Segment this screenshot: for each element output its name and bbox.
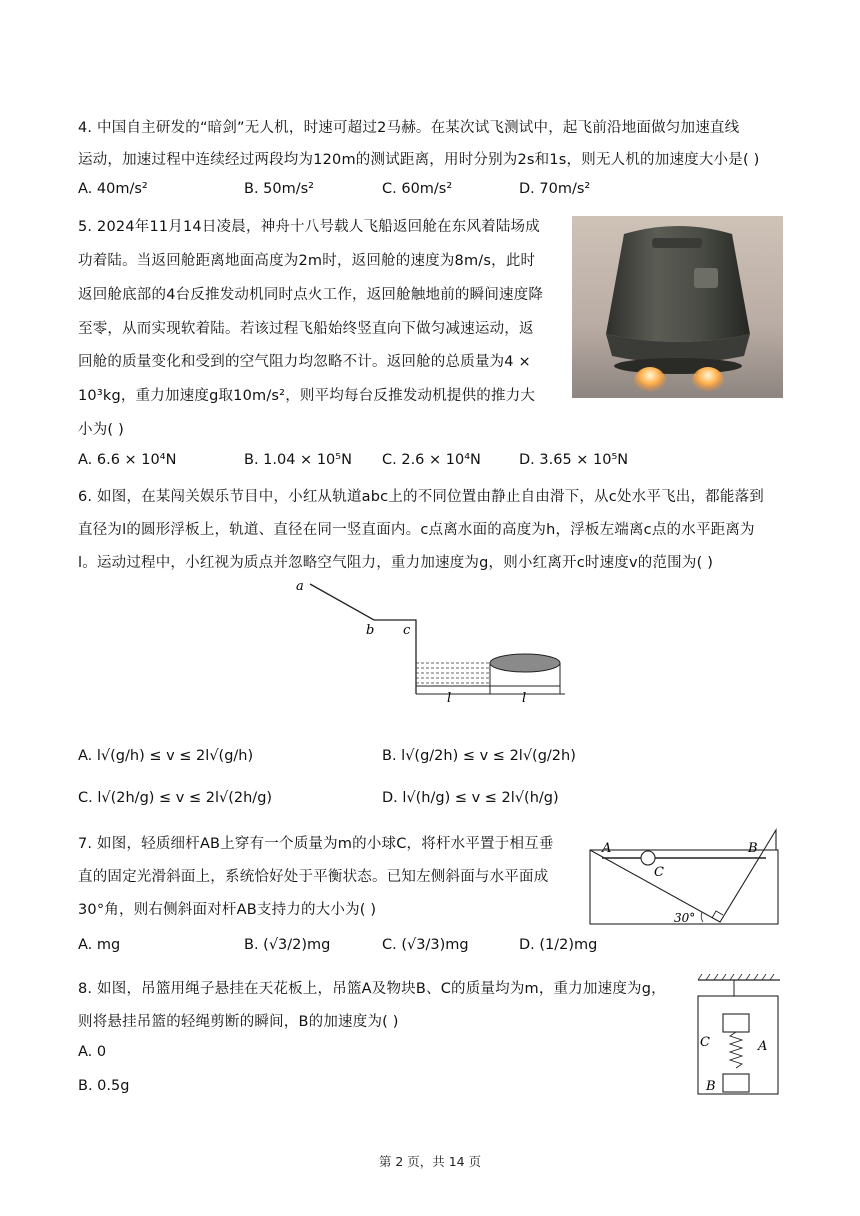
- q4-line-2: 运动，加速过程中连续经过两段均为120m的测试距离，用时分别为2s和1s，则无人机的加速度大小是( ): [78, 152, 760, 168]
- label-30deg: 30°: [674, 911, 696, 925]
- q8-line-1: 8. 如图，吊篮用绳子悬挂在天花板上，吊篮A及物块B、C的质量均为m，重力加速度为g，: [78, 981, 666, 997]
- hanging-basket-diagram: [694, 974, 784, 1098]
- q5-line-3: 返回舱底部的4台反推发动机同时点火工作，返回舱触地前的瞬间速度降: [78, 287, 544, 303]
- q7-line-1: 7. 如图，轻质细杆AB上穿有一个质量为m的小球C，将杆水平置于相互垂: [78, 836, 554, 852]
- page-footer: 第 2 页，共 14 页: [378, 1154, 482, 1169]
- q5-option-b: B. 1.04 × 10⁵N: [244, 452, 352, 468]
- q5-line-7: 小为( ): [78, 422, 124, 438]
- return-capsule-photo: [572, 216, 783, 398]
- q5-line-2: 功着陆。当返回舱距离地面高度为2m时，返回舱的速度为8m/s，此时: [78, 253, 536, 269]
- label-l-left: l: [447, 691, 452, 706]
- label-a: a: [296, 579, 304, 594]
- q5-line-1: 5. 2024年11月14日凌晨，神舟十八号载人飞船返回舱在东风着陆场成: [78, 219, 540, 235]
- q5-option-d: D. 3.65 × 10⁵N: [519, 452, 629, 468]
- label-A-basket: A: [758, 1039, 768, 1054]
- q7-option-c: C. (√3/3)mg: [382, 937, 469, 953]
- label-B-block: B: [706, 1079, 716, 1094]
- q6-option-c: C. l√(2h/g) ≤ v ≤ 2l√(2h/g): [78, 790, 273, 806]
- q7-line-2: 直的固定光滑斜面上，系统恰好处于平衡状态。已知左侧斜面与水平面成: [78, 869, 549, 885]
- q6-option-d: D. l√(h/g) ≤ v ≤ 2l√(h/g): [382, 790, 559, 806]
- q4-option-c: C. 60m/s²: [382, 181, 453, 197]
- q5-option-a: A. 6.6 × 10⁴N: [78, 452, 177, 468]
- q4-option-b: B. 50m/s²: [244, 181, 314, 197]
- label-C-block: C: [700, 1035, 710, 1050]
- q8-option-a: A. 0: [78, 1044, 107, 1060]
- incline-rod-diagram: [588, 828, 782, 926]
- label-C: C: [654, 865, 664, 880]
- q6-line-2: 直径为l的圆形浮板上，轨道、直径在同一竖直面内。c点离水面的高度为h，浮板左端离c点的水平距离为: [78, 522, 755, 538]
- slide-diagram: [290, 576, 575, 706]
- q6-option-a: A. l√(g/h) ≤ v ≤ 2l√(g/h): [78, 748, 254, 764]
- q4-option-a: A. 40m/s²: [78, 181, 148, 197]
- q7-option-d: D. (1/2)mg: [519, 937, 598, 953]
- q6-option-b: B. l√(g/2h) ≤ v ≤ 2l√(g/2h): [382, 748, 576, 764]
- q7-option-b: B. (√3/2)mg: [244, 937, 331, 953]
- q6-line-1: 6. 如图，在某闯关娱乐节目中，小红从轨道abc上的不同位置由静止自由滑下，从c处水平飞出，都能落到: [78, 489, 764, 505]
- q8-line-2: 则将悬挂吊篮的轻绳剪断的瞬间，B的加速度为( ): [78, 1014, 399, 1030]
- label-c: c: [403, 623, 411, 638]
- q5-line-5: 回舱的质量变化和受到的空气阻力均忽略不计。返回舱的总质量为4 ×: [78, 354, 531, 370]
- label-B: B: [748, 841, 758, 856]
- label-l-right: l: [522, 691, 527, 706]
- q7-option-a: A. mg: [78, 937, 121, 953]
- q7-line-3: 30°角，则右侧斜面对杆AB支持力的大小为( ): [78, 902, 377, 918]
- q4-option-d: D. 70m/s²: [519, 181, 591, 197]
- q5-line-4: 至零，从而实现软着陆。若该过程飞船始终竖直向下做匀减速运动，返: [78, 321, 534, 337]
- label-b: b: [366, 623, 375, 638]
- q6-line-3: l。运动过程中，小红视为质点并忽略空气阻力，重力加速度为g，则小红离开c时速度v的范围为( ): [78, 555, 714, 571]
- label-A: A: [602, 841, 612, 856]
- q5-option-c: C. 2.6 × 10⁴N: [382, 452, 481, 468]
- q5-line-6: 10³kg，重力加速度g取10m/s²，则平均每台反推发动机提供的推力大: [78, 388, 536, 404]
- q4-line-1: 4. 中国自主研发的“暗剑”无人机，时速可超过2马赫。在某次试飞测试中，起飞前沿地面做匀加速直线: [78, 120, 740, 136]
- q8-option-b: B. 0.5g: [78, 1078, 130, 1094]
